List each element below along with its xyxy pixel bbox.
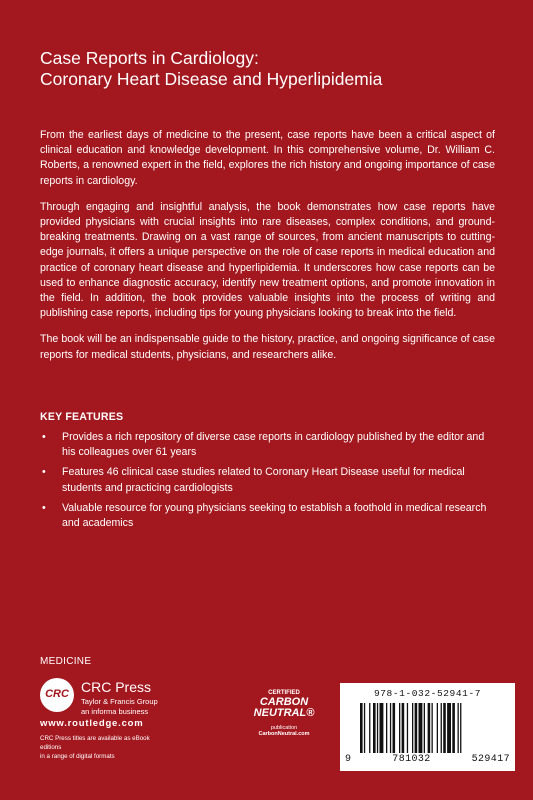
barcode-bar	[393, 703, 396, 753]
barcode-bar	[380, 703, 384, 753]
barcode-bar	[437, 703, 438, 753]
key-feature-text: Features 46 clinical case studies related to Coronary Heart Disease useful for medical students and practicing cardiologists	[62, 466, 465, 494]
carbon-neutral-publication: publication	[270, 725, 298, 731]
barcode-bar	[386, 703, 387, 753]
publisher-website: www.routledge.com	[40, 718, 144, 729]
bullet-icon: •	[42, 501, 46, 514]
barcode-bar	[360, 703, 363, 753]
publisher-group-line-1: Taylor & Francis Group	[81, 697, 158, 706]
publisher-name: CRC Press	[81, 679, 152, 695]
barcode-bar	[399, 703, 400, 753]
description-paragraph-2: Through engaging and insightful analysis, the book demonstrates how case reports have provided physicians with crucial insights into rare diseases, complex conditions, and ground-breaking treatments. Drawing on a vast range of sources, from ancient manuscripts to cutting-edge journals, it offers a unique perspective on the role of case reports in medical education and practice of coronary heart disease and hyperlipidemia. It underscores how case reports can be used to enhance diagnostic accuracy, identify new treatment options, and promote innovation in the field. In addition, the book provides valuable insights into the process of writing and publishing case reports, including tips for young physicians looking to break into the field.	[40, 200, 495, 320]
barcode-digits-left: 781032	[392, 754, 431, 765]
bullet-icon: •	[42, 466, 46, 479]
barcode-bar	[369, 703, 370, 753]
barcode-bar	[432, 703, 433, 753]
barcode-bar	[412, 703, 413, 753]
barcode-bar	[402, 703, 405, 753]
carbon-neutral-certified: CERTIFIED	[268, 690, 300, 696]
book-title	[40, 48, 382, 90]
barcode-bar	[452, 703, 455, 753]
subject-category: MEDICINE	[40, 656, 92, 667]
description-paragraph-1: From the earliest days of medicine to the present, case reports have been a critical aspect of clinical education and knowledge development. In this comprehensive volume, Dr. William C. Roberts, a renowned expert in the field, explores the rich history and ongoing importance of case reports in cardiology.	[40, 129, 495, 187]
barcode-bar	[428, 703, 431, 753]
key-feature-text: Provides a rich repository of diverse case reports in cardiology published by the editor and his colleagues over 61 years	[62, 431, 485, 459]
key-feature-item	[40, 465, 495, 495]
barcode-bar	[390, 703, 391, 753]
key-feature-item	[40, 430, 495, 460]
barcode-bar	[458, 703, 459, 753]
barcode-digits-right: 529417	[471, 754, 510, 765]
barcode-bar	[364, 703, 365, 753]
description-paragraph-3: The book will be an indispensable guide to the history, practice, and ongoing significance of case reports for medical students, physicians, and researchers alike.	[40, 333, 495, 361]
publisher-group	[81, 697, 158, 716]
carbon-neutral-site: CarbonNeutral.com	[258, 731, 310, 737]
barcode-digit-lead: 9	[345, 754, 352, 765]
carbon-neutral-logo-icon: CARBON NEUTRAL®	[253, 696, 315, 719]
ebook-note-line-1: CRC Press titles are available as eBook editions	[40, 735, 150, 751]
barcode-bar	[419, 703, 423, 753]
barcode-bar	[415, 703, 418, 753]
ebook-note-line-2: in a range of digital formats	[40, 753, 115, 760]
key-features-heading: KEY FEATURES	[40, 411, 124, 423]
key-feature-text: Valuable resource for young physicians seeking to establish a foothold in medical research and academics	[62, 501, 487, 530]
barcode-bars-icon	[360, 703, 495, 753]
key-feature-item	[40, 501, 495, 531]
publisher-group-line-2: an informa business	[81, 706, 149, 716]
key-features-list	[40, 430, 495, 536]
isbn-number: 978-1-032-52941-7	[373, 688, 482, 699]
barcode-bar	[424, 703, 425, 753]
crc-logo-icon: CRC	[40, 678, 74, 712]
description	[40, 128, 495, 374]
bullet-icon: •	[42, 431, 46, 443]
barcode-bar	[441, 703, 442, 753]
barcode-bar	[447, 703, 451, 753]
barcode-bar	[443, 703, 446, 753]
carbon-neutral-badge	[245, 690, 323, 737]
title-line-2: Coronary Heart Disease and Hyperlipidemia	[40, 69, 383, 89]
ebook-note	[40, 734, 170, 761]
barcode-digits	[345, 754, 510, 765]
barcode-bar	[373, 703, 376, 753]
barcode-bar	[407, 703, 408, 753]
barcode-bar	[377, 703, 378, 753]
title-line-1: Case Reports in Cardiology:	[40, 48, 259, 68]
barcode-bar	[460, 703, 461, 753]
isbn-barcode	[340, 683, 515, 771]
